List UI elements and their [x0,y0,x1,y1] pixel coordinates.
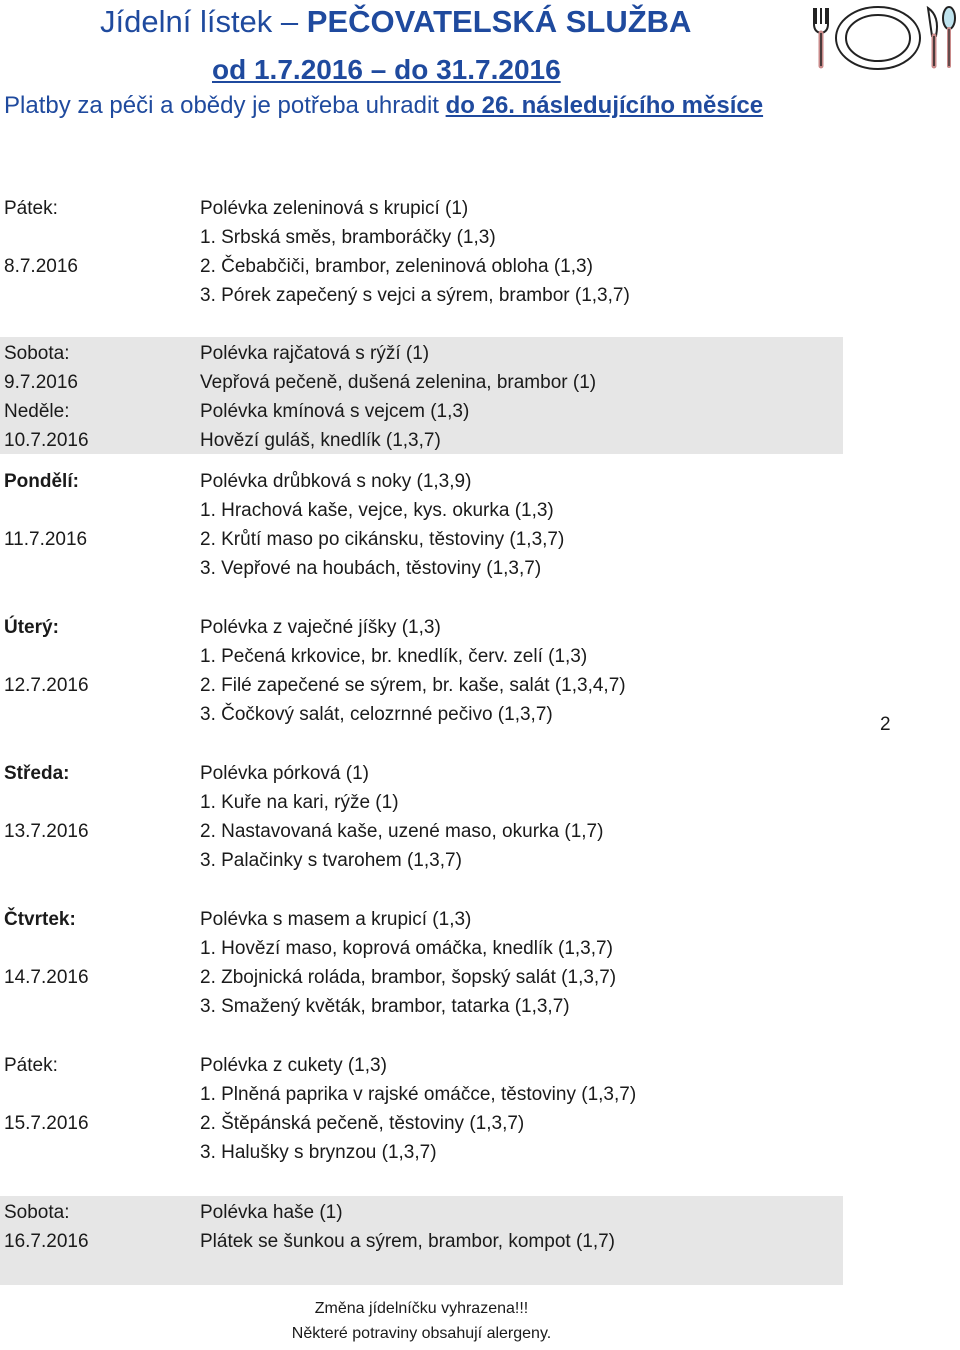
dish-text: Polévka drůbková s noky (1,3,9) [200,471,472,492]
dish-text: Polévka s masem a krupicí (1,3) [200,909,472,930]
day-date: 14.7.2016 [4,967,89,988]
dish-text: Vepřová pečeně, dušená zelenina, brambor (1) [200,372,597,393]
dish-text: 1. Hovězí maso, koprová omáčka, knedlík (1,3,7) [200,938,613,959]
dish-text: Polévka kmínová s vejcem (1,3) [200,401,470,422]
payment-deadline: do 26. následujícího měsíce [445,92,764,119]
dish-text: Hovězí guláš, knedlík (1,3,7) [200,430,441,451]
dish-text: 1. Srbská směs, bramboráčky (1,3) [200,227,496,248]
dish-text: 2. Čebabčiči, brambor, zeleninová obloha (1,3) [200,256,593,277]
plate-cutlery-icon [806,2,956,72]
day-label: Sobota: [4,343,70,364]
day-label: Neděle: [4,401,70,422]
day-label: Pátek: [4,1055,58,1076]
dish-text: 2. Filé zapečené se sýrem, br. kaše, salát (1,3,4,7) [200,675,626,696]
day-date: 10.7.2016 [4,430,89,451]
day-label: Pátek: [4,198,58,219]
day-date: 16.7.2016 [4,1231,89,1252]
day-label: Úterý: [4,617,59,638]
day-date: 8.7.2016 [4,256,78,277]
page-number: 2 [880,714,891,735]
dish-text: 1. Pečená krkovice, br. knedlík, červ. zelí (1,3) [200,646,588,667]
dish-text: 3. Čočkový salát, celozrnné pečivo (1,3,7) [200,704,553,725]
dish-text: Plátek se šunkou a sýrem, brambor, kompot (1,7) [200,1231,616,1252]
day-date: 11.7.2016 [4,529,88,550]
title-main: PEČOVATELSKÁ SLUŽBA [306,4,692,39]
dish-text: 2. Krůtí maso po cikánsku, těstoviny (1,3,7) [200,529,565,550]
dish-text: Polévka haše (1) [200,1202,343,1223]
day-label: Sobota: [4,1202,70,1223]
dish-text: 1. Kuře na kari, rýže (1) [200,792,399,813]
dish-text: 1. Plněná paprika v rajské omáčce, těstoviny (1,3,7) [200,1084,637,1105]
day-label: Čtvrtek: [4,909,76,930]
footer-notice: Změna jídelníčku vyhrazena!!! [314,1300,529,1317]
dish-text: Polévka z vaječné jíšky (1,3) [200,617,441,638]
menu-period: od 1.7.2016 – do 31.7.2016 [212,54,561,85]
dish-text: 1. Hrachová kaše, vejce, kys. okurka (1,3) [200,500,554,521]
dish-text: 2. Zbojnická roláda, brambor, šopský salát (1,3,7) [200,967,617,988]
dish-text: 2. Štěpánská pečeně, těstoviny (1,3,7) [200,1113,525,1134]
day-date: 12.7.2016 [4,675,89,696]
dish-text: 3. Pórek zapečený s vejci a sýrem, brambor (1,3,7) [200,285,630,306]
day-date: 9.7.2016 [4,372,78,393]
day-date: 15.7.2016 [4,1113,89,1134]
payment-prefix: Platby za péči a obědy je potřeba uhradit [4,92,446,119]
dish-text: 3. Halušky s brynzou (1,3,7) [200,1142,437,1163]
dish-text: 3. Vepřové na houbách, těstoviny (1,3,7) [200,558,542,579]
page-title [100,4,691,40]
dish-text: Polévka zeleninová s krupicí (1) [200,198,469,219]
day-label: Pondělí: [4,471,79,492]
title-prefix: Jídelní lístek – [100,4,307,39]
dish-text: 3. Smažený květák, brambor, tatarka (1,3,7) [200,996,570,1017]
day-date: 13.7.2016 [4,821,89,842]
dish-text: 2. Nastavovaná kaše, uzené maso, okurka (1,7) [200,821,604,842]
dish-text: 3. Palačinky s tvarohem (1,3,7) [200,850,462,871]
dish-text: Polévka rajčatová s rýží (1) [200,343,430,364]
footer-allergens: Některé potraviny obsahují alergeny. [291,1325,552,1342]
day-label: Středa: [4,763,70,784]
payment-note [4,92,763,120]
dish-text: Polévka pórková (1) [200,763,369,784]
dish-text: Polévka z cukety (1,3) [200,1055,387,1076]
